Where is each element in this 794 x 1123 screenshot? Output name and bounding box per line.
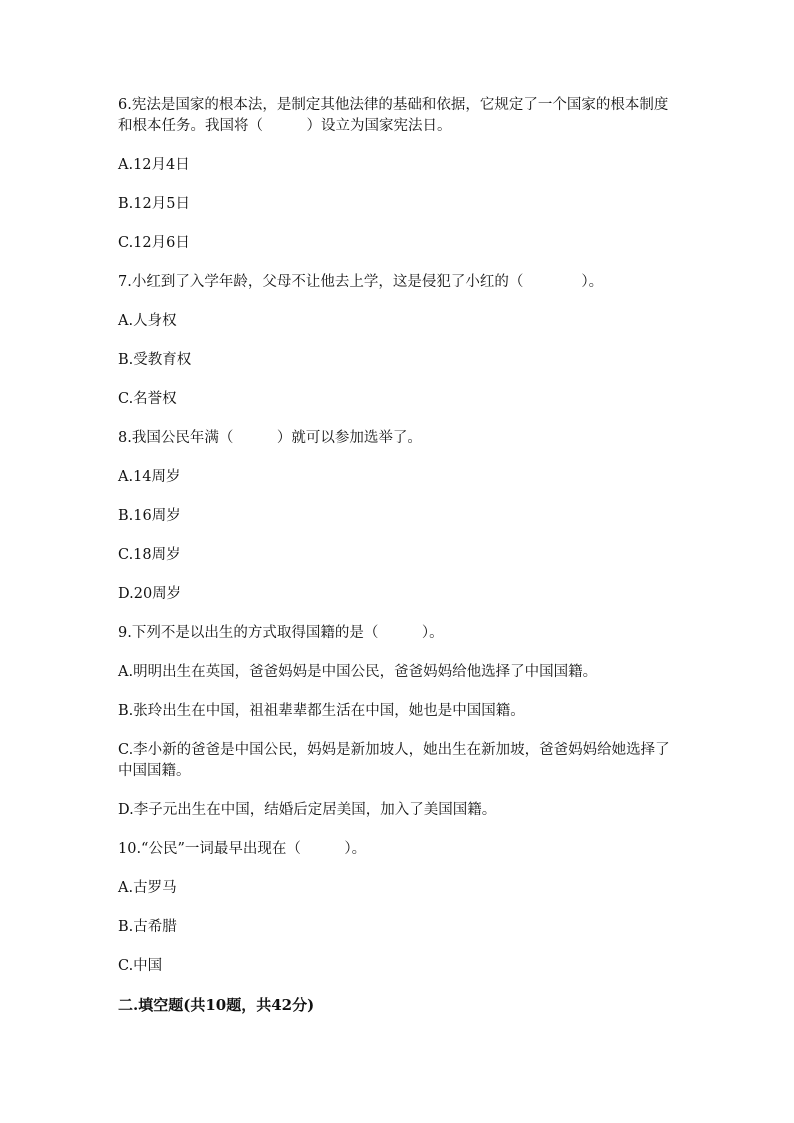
option-b: B.12月5日 bbox=[118, 196, 190, 212]
option-c: C.12月6日 bbox=[118, 235, 190, 251]
exam-page bbox=[118, 95, 678, 1016]
option-b: B.受教育权 bbox=[118, 352, 192, 368]
question-stem: 9.下列不是以出生的方式取得国籍的是（ ）。 bbox=[118, 625, 444, 641]
option-d: D.李子元出生在中国，结婚后定居美国，加入了美国国籍。 bbox=[118, 802, 497, 818]
question-stem: 7.小红到了入学年龄，父母不让他去上学，这是侵犯了小红的（ ）。 bbox=[118, 274, 604, 290]
option-c: C.名誉权 bbox=[118, 391, 177, 407]
option-b: B.张玲出生在中国，祖祖辈辈都生活在中国，她也是中国国籍。 bbox=[118, 703, 525, 719]
question-stem: 10.“公民”一词最早出现在（ ）。 bbox=[118, 841, 367, 857]
option-a: A.14周岁 bbox=[118, 469, 181, 485]
option-a: A.人身权 bbox=[118, 313, 177, 329]
option-c: C.李小新的爸爸是中国公民，妈妈是新加坡人，她出生在新加坡，爸爸妈妈给她选择了中国国籍。 bbox=[118, 742, 670, 779]
question-stem: 8.我国公民年满（ ）就可以参加选举了。 bbox=[118, 430, 422, 446]
option-a: A.明明出生在英国，爸爸妈妈是中国公民，爸爸妈妈给他选择了中国国籍。 bbox=[118, 664, 598, 680]
section-heading: 二.填空题(共10题，共42分) bbox=[118, 996, 315, 1014]
question-stem: 6.宪法是国家的根本法，是制定其他法律的基础和依据，它规定了一个国家的根本制度和根本任务。我国将（ ）设立为国家宪法日。 bbox=[118, 97, 669, 134]
question-8 bbox=[118, 428, 678, 605]
option-d: D.20周岁 bbox=[118, 586, 182, 602]
question-6 bbox=[118, 95, 678, 254]
option-c: C.18周岁 bbox=[118, 547, 181, 563]
option-a: A.12月4日 bbox=[118, 157, 190, 173]
option-b: B.古希腊 bbox=[118, 919, 177, 935]
question-7 bbox=[118, 272, 678, 410]
option-a: A.古罗马 bbox=[118, 880, 177, 896]
option-c: C.中国 bbox=[118, 958, 163, 974]
option-b: B.16周岁 bbox=[118, 508, 181, 524]
question-10 bbox=[118, 839, 678, 977]
question-9 bbox=[118, 623, 678, 821]
